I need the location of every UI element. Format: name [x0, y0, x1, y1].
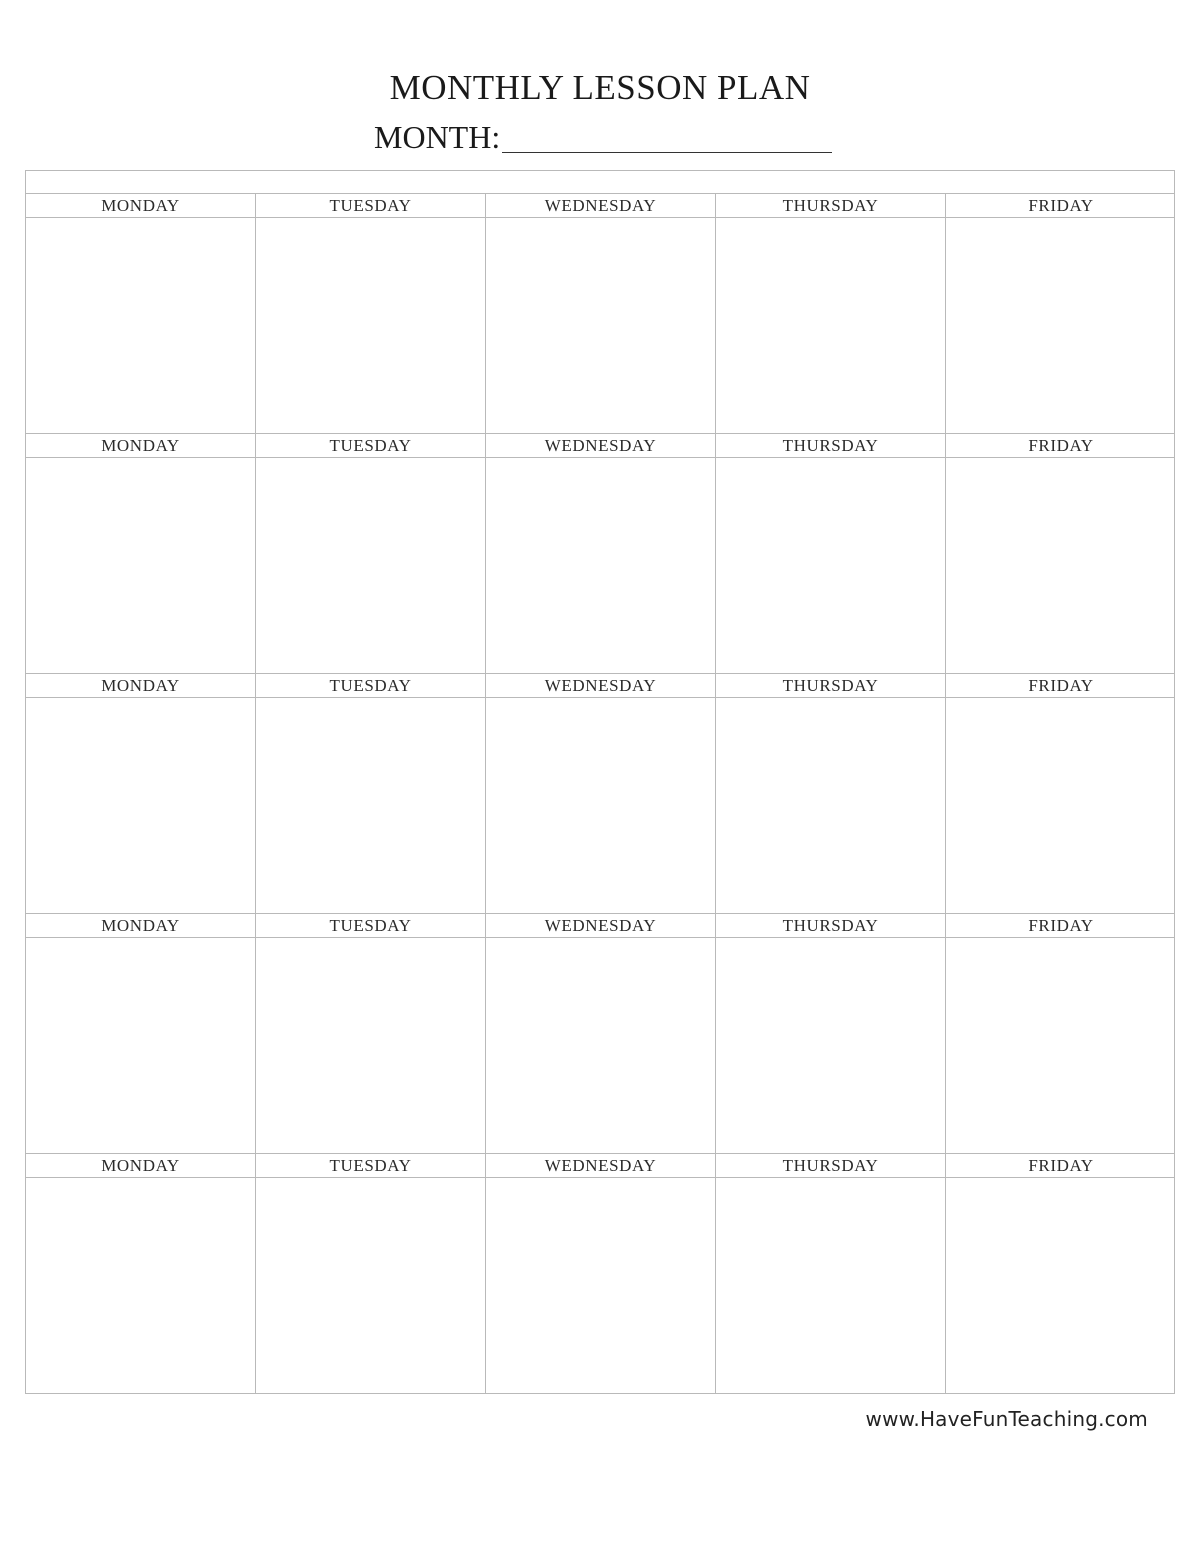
lesson-cell-tuesday[interactable]: [256, 218, 486, 433]
month-blank-line[interactable]: [502, 118, 832, 153]
week-4: [26, 914, 1174, 1154]
lesson-cell-friday[interactable]: [946, 458, 1176, 673]
page-title: MONTHLY LESSON PLAN: [389, 68, 811, 107]
lesson-cell-monday[interactable]: [26, 938, 256, 1153]
day-header-monday: MONDAY: [26, 914, 256, 937]
lesson-cell-thursday[interactable]: [716, 1178, 946, 1394]
lesson-cell-friday[interactable]: [946, 1178, 1176, 1394]
day-header-tuesday: TUESDAY: [256, 194, 486, 217]
day-header-monday: MONDAY: [26, 194, 256, 217]
lesson-cell-wednesday[interactable]: [486, 458, 716, 673]
week-header: [26, 914, 1174, 938]
day-header-thursday: THURSDAY: [716, 194, 946, 217]
lesson-cell-thursday[interactable]: [716, 218, 946, 433]
day-header-wednesday: WEDNESDAY: [486, 434, 716, 457]
lesson-cell-wednesday[interactable]: [486, 938, 716, 1153]
grid-top-strip: [26, 171, 1174, 194]
lesson-cell-tuesday[interactable]: [256, 938, 486, 1153]
month-label: MONTH:: [374, 119, 501, 155]
day-header-tuesday: TUESDAY: [256, 434, 486, 457]
day-header-monday: MONDAY: [26, 674, 256, 697]
week-header: [26, 434, 1174, 458]
lesson-cell-thursday[interactable]: [716, 938, 946, 1153]
day-header-monday: MONDAY: [26, 434, 256, 457]
week-2: [26, 434, 1174, 674]
lesson-cell-monday[interactable]: [26, 1178, 256, 1394]
day-header-friday: FRIDAY: [1028, 1156, 1094, 1175]
day-header-tuesday: TUESDAY: [256, 674, 486, 697]
lesson-cell-wednesday[interactable]: [486, 1178, 716, 1394]
day-header-thursday: THURSDAY: [716, 434, 946, 457]
day-header-thursday: THURSDAY: [716, 914, 946, 937]
day-header-wednesday: WEDNESDAY: [486, 674, 716, 697]
lesson-cell-thursday[interactable]: [716, 698, 946, 913]
lesson-cell-tuesday[interactable]: [256, 698, 486, 913]
lesson-cell-friday[interactable]: [946, 218, 1176, 433]
day-header-friday: FRIDAY: [1028, 676, 1094, 695]
day-header-wednesday: WEDNESDAY: [486, 194, 716, 217]
week-header: [26, 1154, 1174, 1178]
lesson-cell-monday[interactable]: [26, 218, 256, 433]
week-header: [26, 194, 1174, 218]
day-header-wednesday: WEDNESDAY: [486, 1154, 716, 1177]
lesson-cell-wednesday[interactable]: [486, 698, 716, 913]
day-header-thursday: THURSDAY: [716, 674, 946, 697]
month-field: [374, 118, 832, 153]
lesson-cell-thursday[interactable]: [716, 458, 946, 673]
lesson-cell-wednesday[interactable]: [486, 218, 716, 433]
week-body: [26, 458, 1174, 674]
day-header-thursday: THURSDAY: [716, 1154, 946, 1177]
day-header-monday: MONDAY: [26, 1154, 256, 1177]
day-header-friday: FRIDAY: [1028, 916, 1094, 935]
day-header-friday: FRIDAY: [1028, 436, 1094, 455]
day-header-wednesday: WEDNESDAY: [486, 914, 716, 937]
lesson-cell-friday[interactable]: [946, 698, 1176, 913]
week-5: [26, 1154, 1174, 1394]
lesson-plan-grid: [25, 170, 1175, 1394]
day-header-tuesday: TUESDAY: [256, 914, 486, 937]
week-3: [26, 674, 1174, 914]
day-header-friday: FRIDAY: [1028, 196, 1094, 215]
lesson-cell-friday[interactable]: [946, 938, 1176, 1153]
lesson-cell-monday[interactable]: [26, 458, 256, 673]
lesson-cell-tuesday[interactable]: [256, 1178, 486, 1394]
lesson-cell-monday[interactable]: [26, 698, 256, 913]
week-body: [26, 698, 1174, 914]
day-header-tuesday: TUESDAY: [256, 1154, 486, 1177]
week-body: [26, 218, 1174, 434]
lesson-cell-tuesday[interactable]: [256, 458, 486, 673]
website-link[interactable]: www.HaveFunTeaching.com: [865, 1407, 1148, 1431]
week-body: [26, 1178, 1174, 1394]
week-1: [26, 194, 1174, 434]
week-header: [26, 674, 1174, 698]
week-body: [26, 938, 1174, 1154]
